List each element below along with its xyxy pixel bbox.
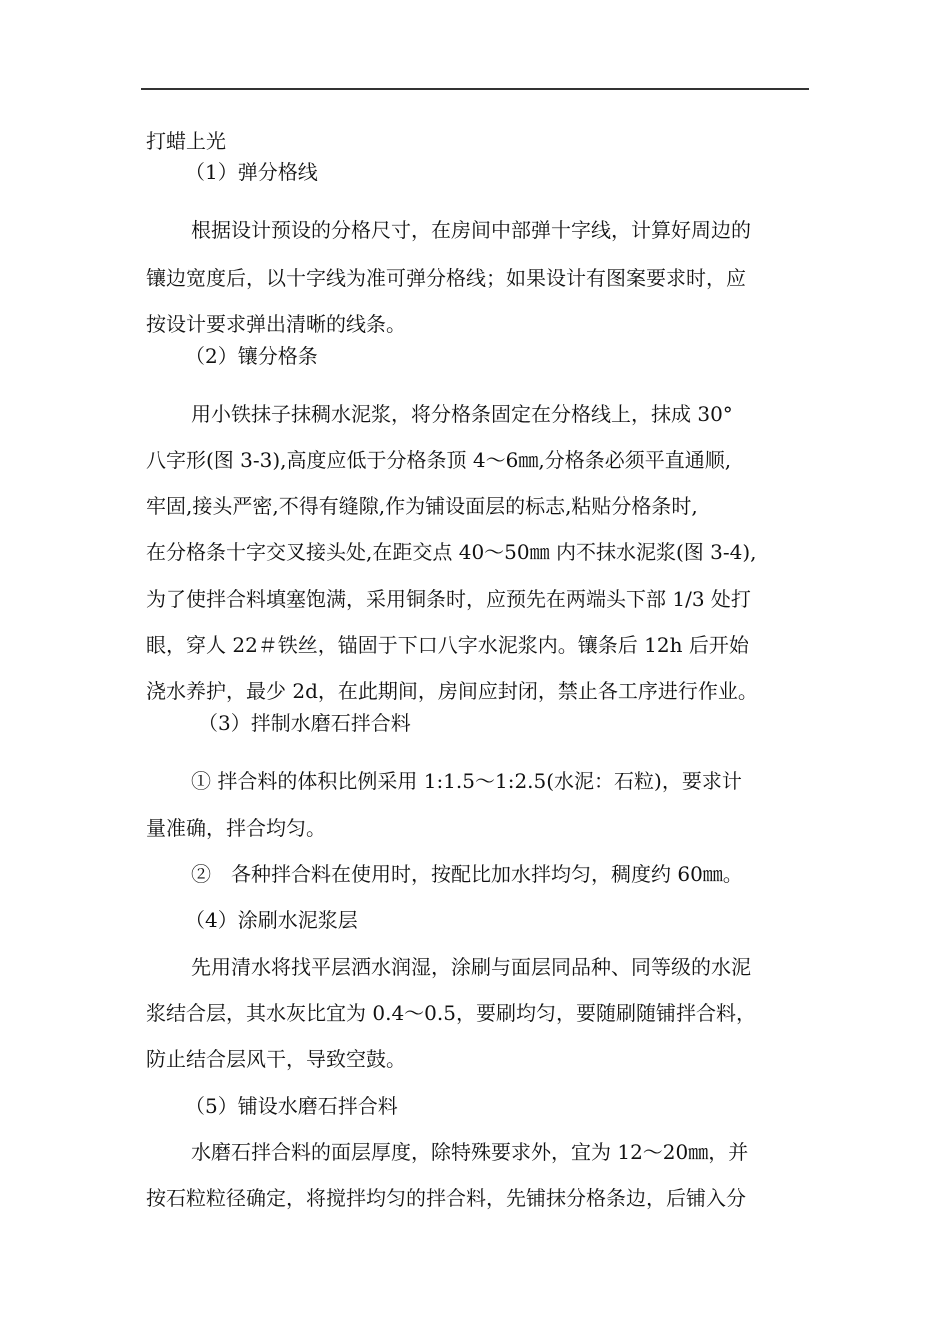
section-heading: （5）铺设水磨石拌合料 — [185, 1094, 398, 1118]
text-line: 根据设计预设的分格尺寸，在房间中部弹十字线，计算好周边的 — [191, 218, 751, 242]
text-line: 镶边宽度后，以十字线为准可弹分格线；如果设计有图案要求时，应 — [146, 266, 746, 290]
header-rule — [141, 88, 809, 90]
section-heading: （1）弹分格线 — [185, 160, 318, 184]
text-line: 眼，穿人 22＃铁丝，锚固于下口八字水泥浆内。镶条后 12h 后开始 — [146, 633, 749, 657]
text-line: ① 拌合料的体积比例采用 1:1.5～1:2.5(水泥：石粒)，要求计 — [191, 769, 742, 793]
section-heading: （3）拌制水磨石拌合料 — [198, 711, 411, 735]
text-line: 防止结合层风干，导致空鼓。 — [146, 1047, 406, 1071]
text-line: 用小铁抹子抹稠水泥浆，将分格条固定在分格线上，抹成 30° — [191, 402, 733, 426]
text-line: ② 各种拌合料在使用时，按配比加水拌均匀，稠度约 60㎜。 — [191, 862, 743, 886]
text-line: 水磨石拌合料的面层厚度，除特殊要求外，宜为 12～20㎜，并 — [191, 1140, 749, 1164]
text-line: 在分格条十字交叉接头处,在距交点 40～50㎜ 内不抹水泥浆(图 3-4), — [146, 540, 757, 564]
text-line: 打蜡上光 — [146, 129, 226, 153]
text-line: 浆结合层，其水灰比宜为 0.4～0.5，要刷均匀，要随刷随铺拌合料， — [146, 1001, 756, 1025]
section-heading: （2）镶分格条 — [185, 344, 318, 368]
text-line: 按石粒粒径确定，将搅拌均匀的拌合料，先铺抹分格条边，后铺入分 — [146, 1186, 746, 1210]
text-line: 浇水养护，最少 2d，在此期间，房间应封闭，禁止各工序进行作业。 — [146, 679, 758, 703]
text-line: 量准确，拌合均匀。 — [146, 816, 326, 840]
section-heading: （4）涂刷水泥浆层 — [185, 908, 358, 932]
text-line: 牢固,接头严密,不得有缝隙,作为铺设面层的标志,粘贴分格条时, — [146, 494, 698, 518]
text-line: 按设计要求弹出清晰的线条。 — [146, 312, 406, 336]
text-line: 为了使拌合料填塞饱满，采用铜条时，应预先在两端头下部 1/3 处打 — [146, 587, 751, 611]
text-line: 八字形(图 3-3),高度应低于分格条顶 4～6㎜,分格条必须平直通顺, — [146, 448, 732, 472]
text-line: 先用清水将找平层洒水润湿，涂刷与面层同品种、同等级的水泥 — [191, 955, 751, 979]
